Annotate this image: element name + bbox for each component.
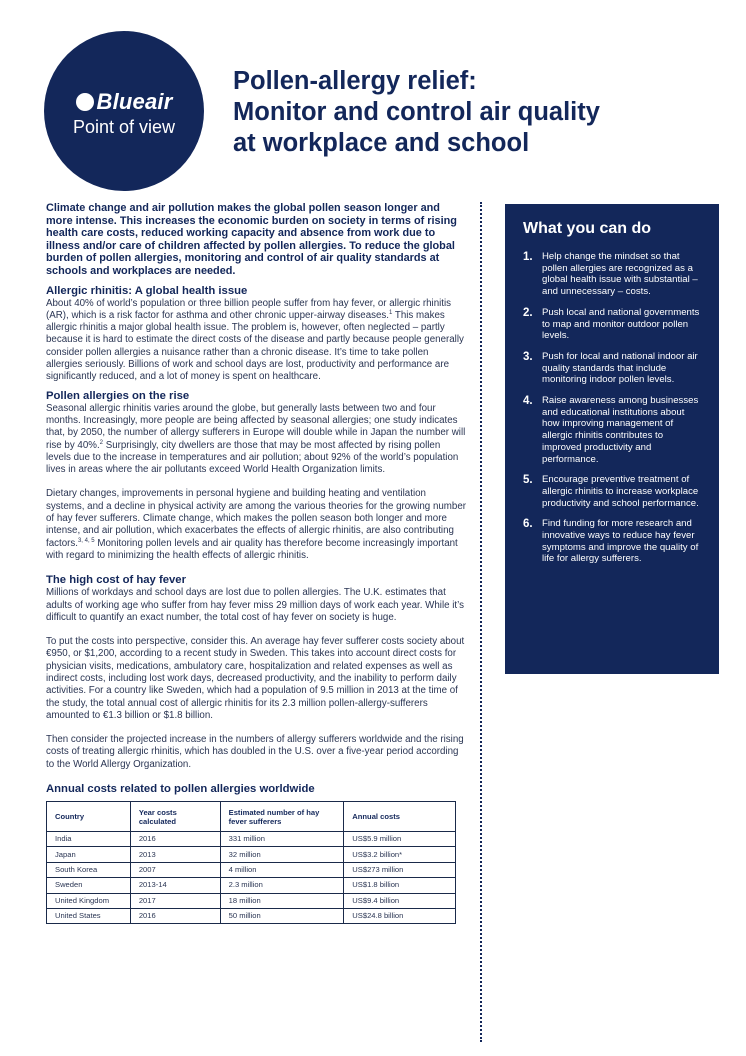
footnote-ref: 3, 4, 5 [77, 537, 95, 544]
page-title [233, 66, 703, 159]
paragraph-global-health [46, 298, 466, 384]
section-heading-on-the-rise: Pollen allergies on the rise [46, 389, 190, 402]
table-row [47, 832, 456, 847]
title-line-3: at workplace and school [233, 129, 530, 157]
text-run: Seasonal allergic rhinitis varies around the globe, but generally lasts between two and four months. Increasingly, more people are being affected by seasonal allergies; one study indicates that, by 2050, the number of allergy sufferers in Europe will double while in Japan the number will rise by 40%. [46, 402, 466, 451]
column-header-year: Year costs calculated [130, 802, 220, 832]
dotted-column-divider [480, 202, 482, 1042]
paragraph-high-cost-2: To put the costs into perspective, consider this. An average hay fever sufferer costs society about €950, or $1,200, according to a recent study in Sweden. This takes into account direct costs for physician visits, medications, ambulatory care, hospitalization and related expenses as well as indirect costs, including lost work days, decreased productivity, and the inability to perform daily activities. For a country like Sweden, which had a population of 9.5 million in 2013 at the time of the study, the total annual cost of allergic rhinitis for its 2.3 million pollen-allergy-sufferers amounted to €1.3 billion or $1.8 billion. [46, 636, 465, 721]
paragraph-gap [46, 722, 466, 734]
logo-badge [44, 31, 204, 191]
action-text: Find funding for more research and innovative ways to reduce hay fever symptoms and improve the quality of life for allergy sufferers. [542, 518, 699, 565]
intro-paragraph: Climate change and air pollution makes the global pollen season longer and more intense. This increases the economic burden on society in terms of rising health care costs, reduced working capacity and absence from work due to illness and/or care of children affected by pollen allergies. To reduce the global burden of pollen allergies, monitoring and control of air quality standards at schools and workplaces are needed. [46, 202, 457, 277]
logo-dot-icon [76, 93, 94, 111]
action-number: 4. [523, 395, 533, 408]
action-text: Raise awareness among businesses and educational institutions about how improving management of allergic rhinitis contributes to improved productivity and performance. [542, 395, 699, 465]
table-cell: Japan [47, 847, 131, 862]
paragraph-on-the-rise-1 [46, 403, 466, 477]
main-column [46, 202, 466, 924]
brand-name: Blueair [96, 88, 173, 114]
footnote-ref: 1 [389, 309, 393, 316]
action-text: Push for local and national indoor air quality standards that include monitoring indoor pollen levels. [542, 350, 698, 386]
action-number: 6. [523, 518, 533, 531]
action-number: 5. [523, 474, 533, 487]
sidebar-title: What you can do [523, 220, 651, 237]
table-cell: 2017 [130, 893, 220, 908]
action-text: Encourage preventive treatment of allergic rhinitis to increase workplace productivity and school performance. [542, 474, 699, 509]
table-cell: US$24.8 billion [344, 909, 456, 924]
action-item [523, 474, 704, 509]
table-cell: South Korea [47, 862, 131, 877]
column-header-sufferers: Estimated number of hay fever sufferers [220, 802, 344, 832]
table-cell: 2.3 million [220, 878, 344, 893]
text-run: Surprisingly, city dwellers are those that may be most affected by rising pollen levels due to the increase in temperatures and air pollution; about 92% of the world’s population lives in areas where the air pollutants exceed World Health Organization limits. [46, 439, 459, 476]
table-row [47, 909, 456, 924]
table-row [47, 847, 456, 862]
what-you-can-do-panel [505, 204, 719, 674]
annual-costs-table [46, 801, 456, 924]
table-cell: 4 million [220, 862, 344, 877]
paragraph-high-cost-3: Then consider the projected increase in the numbers of allergy sufferers worldwide and the rising costs of treating allergic rhinitis, which has doubled in the U.S. over a five-year period according to the World Allergy Organization. [46, 734, 464, 770]
text-run: Monitoring pollen levels and air quality has therefore become increasingly important with regard to minimizing the health effects of allergic rhinitis. [46, 537, 458, 561]
table-cell: 2016 [130, 832, 220, 847]
brand-logo [76, 89, 173, 115]
action-item [523, 351, 704, 386]
paragraph-on-the-rise-2 [46, 488, 466, 562]
table-cell: United Kingdom [47, 893, 131, 908]
action-text: Help change the mindset so that pollen allergies are recognized as a global health issue with substantial – and unnecessary – costs. [542, 251, 698, 298]
logo-tagline: Point of view [72, 116, 176, 137]
text-run: Dietary changes, improvements in personal hygiene and building heating and ventilation systems, and a decline in physical activity are among the various theories for the growing number of hay fever sufferers. Climate change, which makes the pollen season both longer and more intense, and air pollution, which exacerbates the effects of allergic rhinitis, are also contributing factors. [46, 488, 467, 549]
section-heading-high-cost: The high cost of hay fever [46, 574, 186, 587]
paragraph-gap [46, 624, 466, 636]
table-row [47, 862, 456, 877]
footnote-ref: 2 [99, 439, 103, 446]
action-item [523, 307, 704, 342]
table-cell: Sweden [47, 878, 131, 893]
table-cell: United States [47, 909, 131, 924]
table-cell: US$9.4 billion [344, 893, 456, 908]
table-cell: US$273 million [344, 862, 456, 877]
table-cell: US$5.9 million [344, 832, 456, 847]
paragraph-high-cost-1: Millions of workdays and school days are lost due to pollen allergies. The U.K. estimates that adults of working age who suffer from hay fever miss 29 million days of work each year. While it’s difficult to quantify an exact number, the total cost of hay fever on society is huge. [46, 587, 464, 623]
table-cell: 50 million [220, 909, 344, 924]
table-cell: 331 million [220, 832, 344, 847]
action-item [523, 395, 704, 465]
table-cell: 2007 [130, 862, 220, 877]
action-item [523, 251, 704, 298]
table-cell: 2013-14 [130, 878, 220, 893]
action-item [523, 518, 704, 565]
table-title: Annual costs related to pollen allergies worldwide [46, 783, 315, 796]
table-cell: US$3.2 billion* [344, 847, 456, 862]
action-number: 2. [523, 306, 533, 319]
column-header-country: Country [47, 802, 131, 832]
text-run: About 40% of world’s population or three billion people suffer from hay fever, or allergic rhinitis (AR), which is a risk factor for asthma and other chronic upper-airway diseases. [46, 297, 452, 321]
table-header-row [47, 802, 456, 832]
table-cell: 2016 [130, 909, 220, 924]
table-row [47, 878, 456, 893]
table-cell: 32 million [220, 847, 344, 862]
title-line-1: Pollen-allergy relief: [233, 67, 477, 95]
paragraph-gap [46, 476, 466, 488]
action-text: Push local and national governments to map and monitor outdoor pollen levels. [542, 306, 700, 342]
table-cell: India [47, 832, 131, 847]
table-cell: 18 million [220, 893, 344, 908]
text-run: This makes allergic rhinitis a major global health issue. The problem is, however, often neglected – partly because it is hard to estimate the direct costs of the disease and partly because people generally consider pollen allergies a nuisance rather than a chronic disease. It’s time to take pollen allergies seriously. Billions of work and school days are lost, productivity and performance are significantly reduced, and a lot of money is spent on healthcare. [46, 309, 464, 383]
action-number: 1. [523, 251, 533, 263]
table-cell: 2013 [130, 847, 220, 862]
title-line-2: Monitor and control air quality [233, 98, 600, 126]
section-heading-global-health: Allergic rhinitis: A global health issue [46, 284, 248, 297]
column-header-annual-costs: Annual costs [344, 802, 456, 832]
table-row [47, 893, 456, 908]
action-number: 3. [523, 350, 533, 363]
table-cell: US$1.8 billion [344, 878, 456, 893]
